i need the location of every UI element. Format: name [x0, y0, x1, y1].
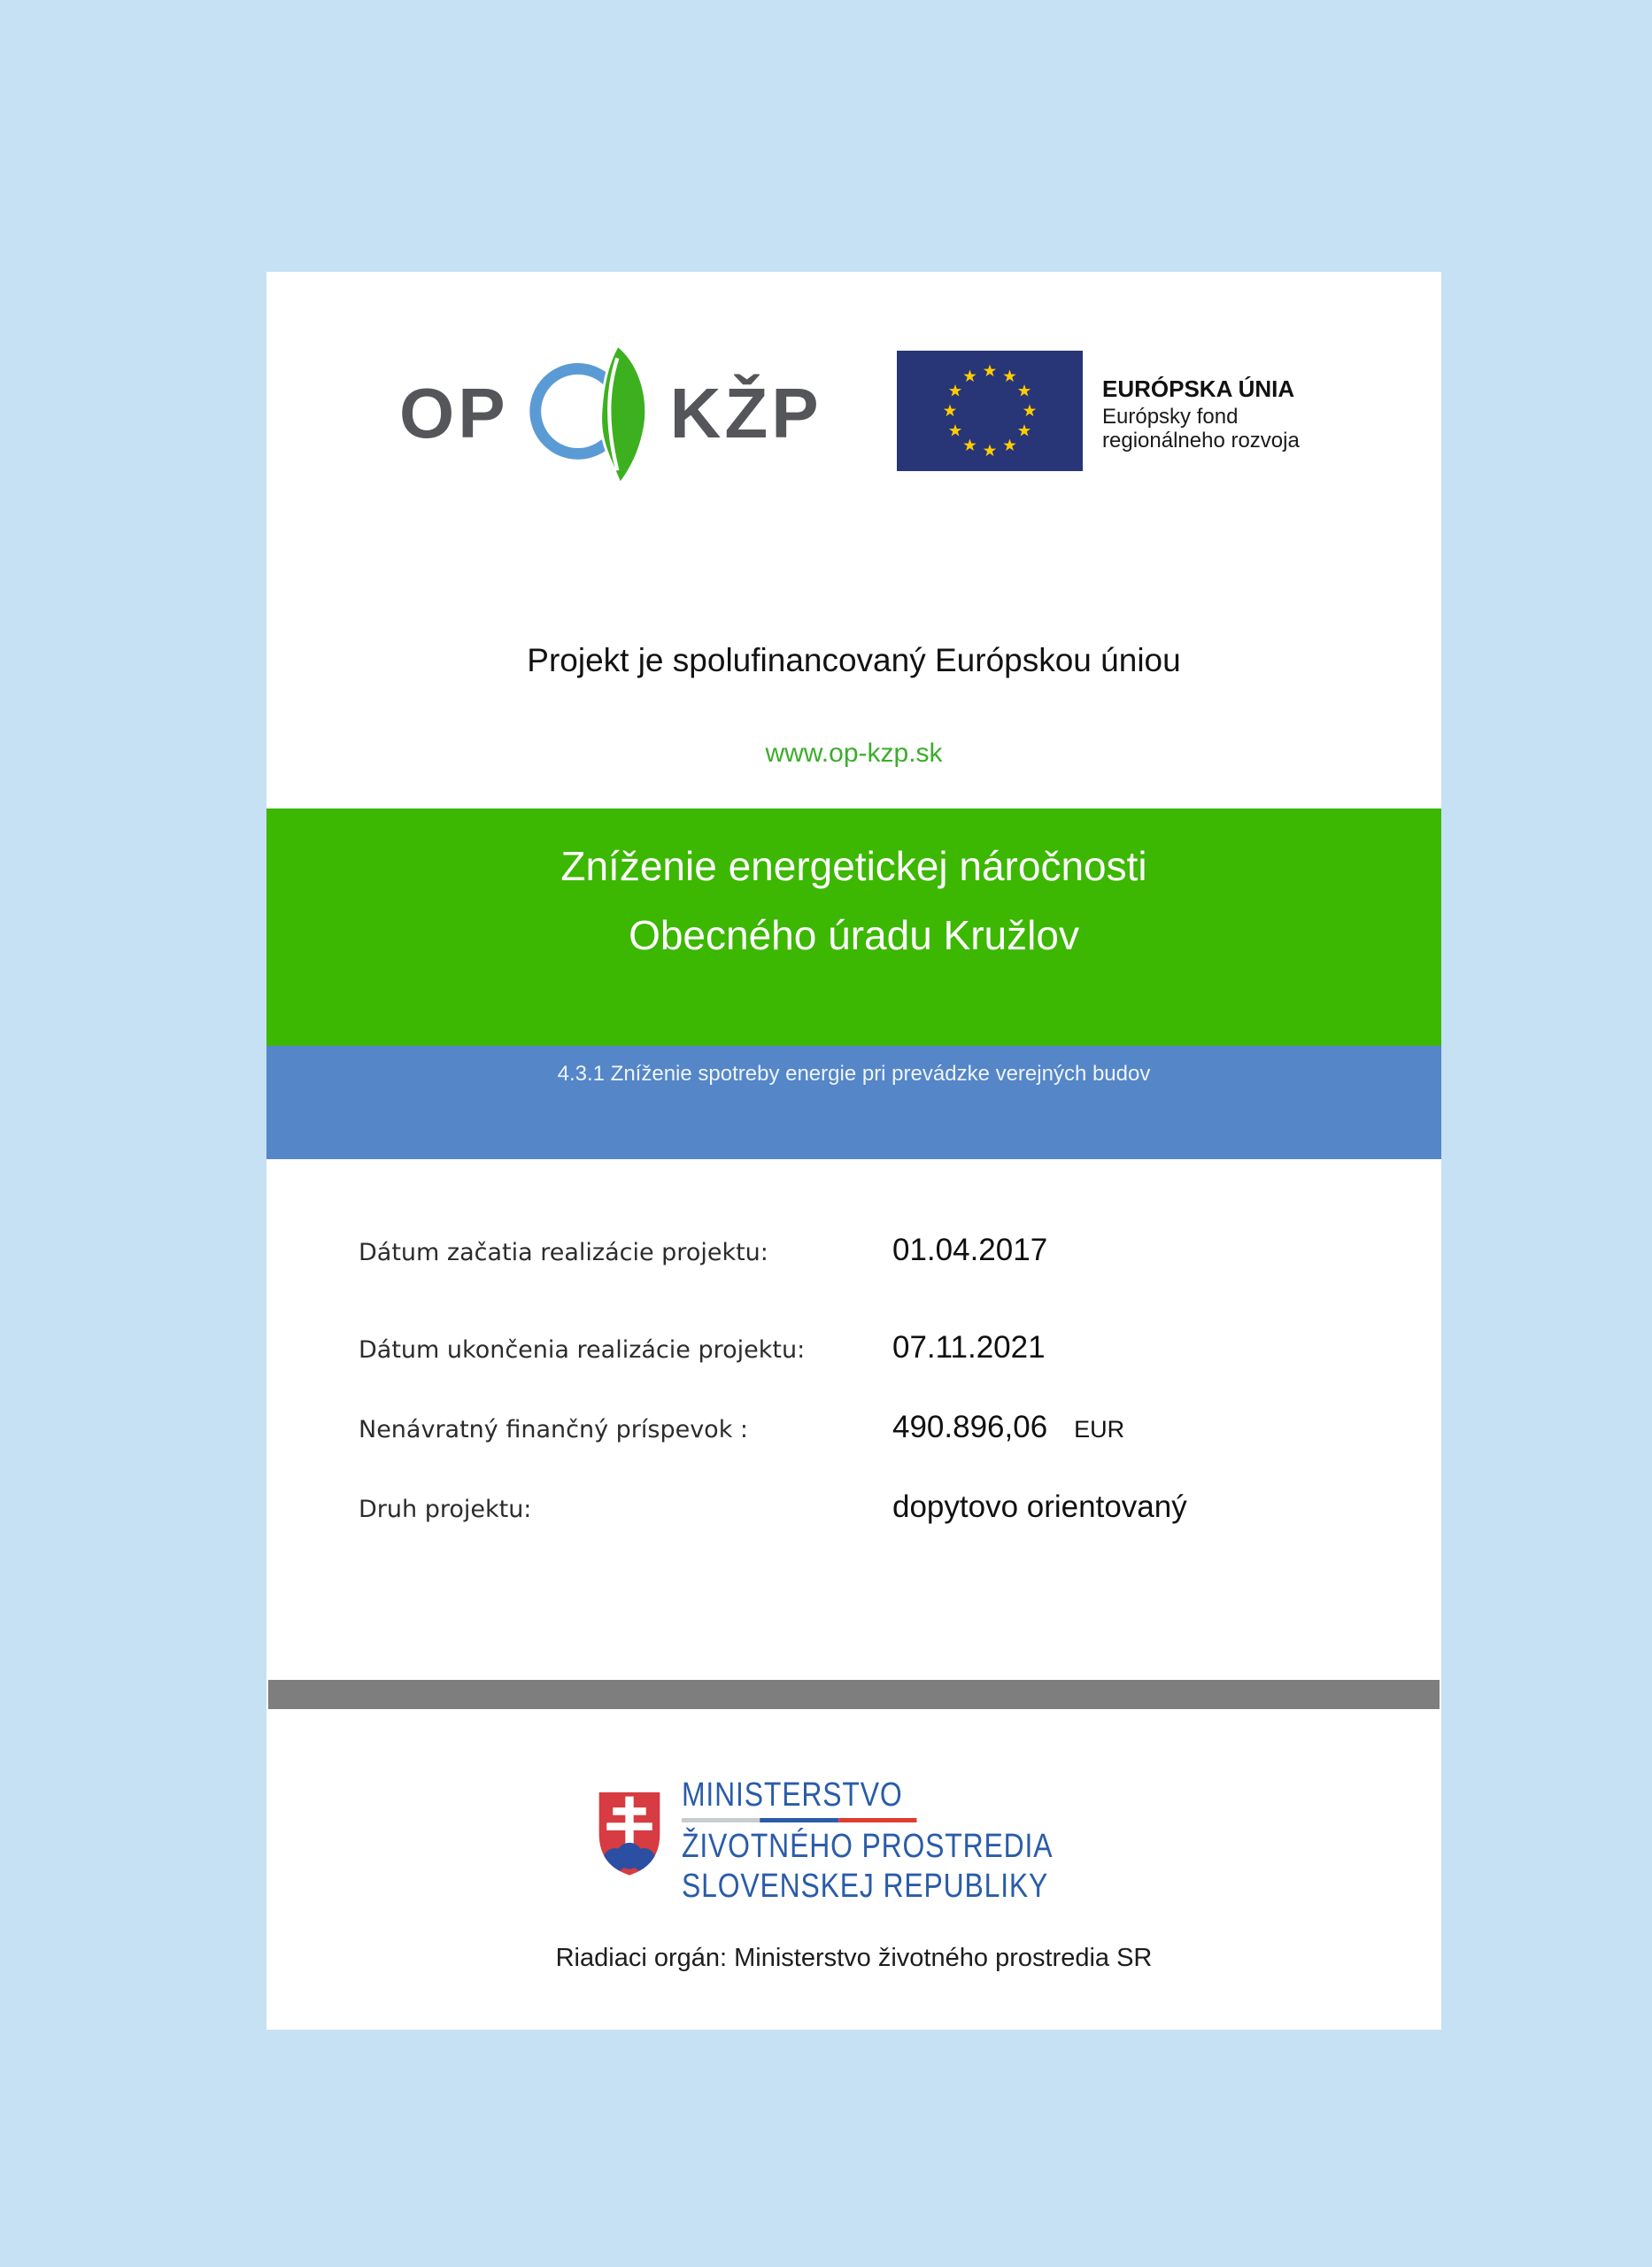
detail-label: Nenávratný finančný príspevok : — [359, 1416, 749, 1443]
detail-value: 490.896,06 — [892, 1410, 1048, 1444]
detail-row-project-type — [359, 1489, 1187, 1525]
website-link: www.op-kzp.sk — [765, 739, 943, 768]
detail-row-start-date — [359, 1233, 1047, 1268]
detail-unit: EUR — [1074, 1416, 1125, 1443]
ministry-name-line1: MINISTERSTVO — [682, 1776, 903, 1814]
eu-fund-line2: regionálneho rozvoja — [1102, 429, 1300, 453]
slovak-coat-of-arms-icon — [595, 1776, 664, 1891]
op-kzp-logo-text-op: OP — [399, 374, 509, 453]
detail-label: Dátum ukončenia realizácie projektu: — [359, 1336, 806, 1364]
ministry-tricolor-rule — [682, 1818, 916, 1822]
tricolor-blue-segment — [760, 1818, 838, 1822]
cofinance-statement: Projekt je spolufinancovaný Európskou úniou — [527, 642, 1181, 678]
eu-fund-line1: Európsky fond — [1102, 405, 1239, 429]
op-kzp-leaf-icon — [523, 341, 656, 486]
ministry-name-line2: ŽIVOTNÉHO PROSTREDIA — [682, 1828, 1054, 1865]
op-kzp-logo — [399, 341, 822, 486]
gray-divider-bar — [268, 1680, 1440, 1709]
ministry-logo-block — [595, 1776, 1123, 1907]
eu-union-title: EURÓPSKA ÚNIA — [1102, 375, 1295, 402]
poster-document — [266, 272, 1441, 2030]
tricolor-red-segment — [838, 1818, 916, 1822]
detail-label: Dátum začatia realizácie projektu: — [359, 1239, 768, 1266]
project-title-line1: Zníženie energetickej náročnosti — [560, 843, 1147, 889]
eu-logo-block — [897, 351, 1300, 471]
detail-value: 01.04.2017 — [892, 1233, 1048, 1267]
detail-row-end-date — [359, 1330, 1046, 1366]
op-kzp-logo-text-kzp: KŽP — [669, 374, 822, 453]
detail-row-grant-amount — [359, 1410, 1124, 1445]
project-subtitle-text: 4.3.1 Zníženie spotreby energie pri prevádzke verejných budov — [557, 1062, 1151, 1086]
project-subtitle-banner — [266, 1046, 1441, 1159]
project-title-banner — [266, 809, 1441, 1046]
ministry-name-line3: SLOVENSKEJ REPUBLIKY — [682, 1868, 1049, 1905]
detail-label: Druh projektu: — [359, 1496, 532, 1523]
project-title-line2: Obecného úradu Kružlov — [629, 912, 1079, 958]
detail-value: 07.11.2021 — [892, 1330, 1046, 1365]
managing-authority-text: Riadiaci orgán: Ministerstvo životného prostredia SR — [555, 1944, 1153, 1972]
tricolor-gray-segment — [682, 1818, 760, 1822]
detail-value: dopytovo orientovaný — [892, 1489, 1187, 1524]
eu-flag-icon — [897, 351, 1083, 471]
